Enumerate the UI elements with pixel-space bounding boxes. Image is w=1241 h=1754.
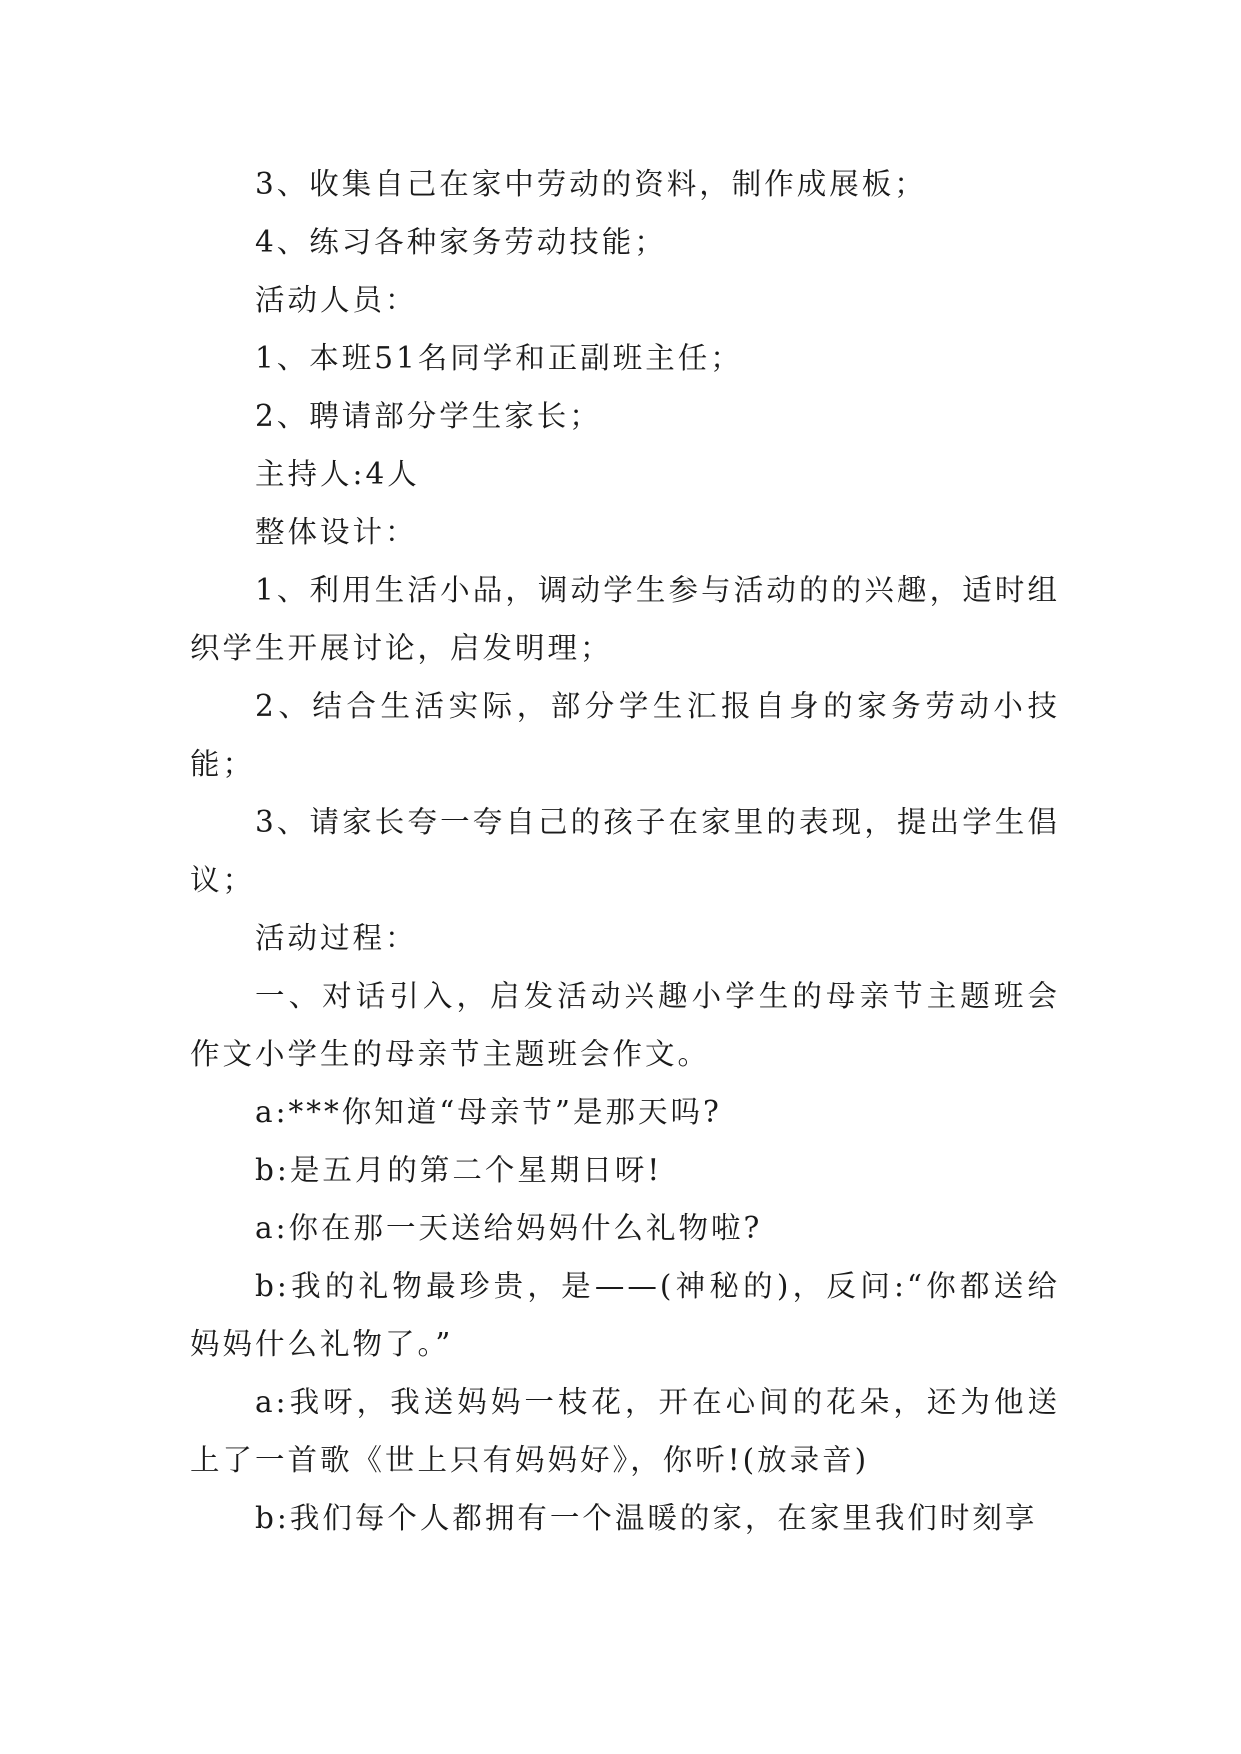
dialogue-line: b:我的礼物最珍贵，是——(神秘的)，反问:“你都送给妈妈什么礼物了。”: [190, 1269, 1060, 1361]
dialogue-line: b:是五月的第二个星期日呀!: [255, 1153, 663, 1187]
paragraph-practice-skills: 4、练习各种家务劳动技能；: [255, 225, 667, 259]
paragraph-design-3: 3、请家长夸一夸自己的孩子在家里的表现，提出学生倡议；: [190, 805, 1060, 897]
paragraph-collect-materials: 3、收集自己在家中劳动的资料，制作成展板；: [255, 167, 927, 201]
paragraph-design-1: 1、利用生活小品，调动学生参与活动的的兴趣，适时组织学生开展讨论，启发明理；: [190, 573, 1060, 665]
dialogue-line: b:我们每个人都拥有一个温暖的家，在家里我们时刻享: [255, 1501, 1038, 1535]
dialogue-line: a:我呀，我送妈妈一枝花，开在心间的花朵，还为他送上了一首歌《世上只有妈妈好》，你听!(放录音): [190, 1385, 1060, 1477]
dialogue-line: a:***你知道“母亲节”是那天吗?: [255, 1095, 722, 1129]
document-body: [190, 155, 1060, 1547]
paragraph-participants-class: 1、本班51名同学和正副班主任；: [255, 341, 743, 375]
paragraph-process-intro: 一、对话引入，启发活动兴趣小学生的母亲节主题班会作文小学生的母亲节主题班会作文。: [190, 979, 1060, 1071]
paragraph-design-2: 2、结合生活实际，部分学生汇报自身的家务劳动小技能；: [190, 689, 1060, 781]
dialogue-line: a:你在那一天送给妈妈什么礼物啦?: [255, 1211, 763, 1245]
paragraph-participants-parents: 2、聘请部分学生家长；: [255, 399, 602, 433]
paragraph-participants-heading: 活动人员：: [255, 283, 418, 317]
paragraph-hosts: 主持人:4人: [255, 457, 420, 491]
paragraph-design-heading: 整体设计：: [255, 515, 418, 549]
paragraph-process-heading: 活动过程：: [255, 921, 418, 955]
